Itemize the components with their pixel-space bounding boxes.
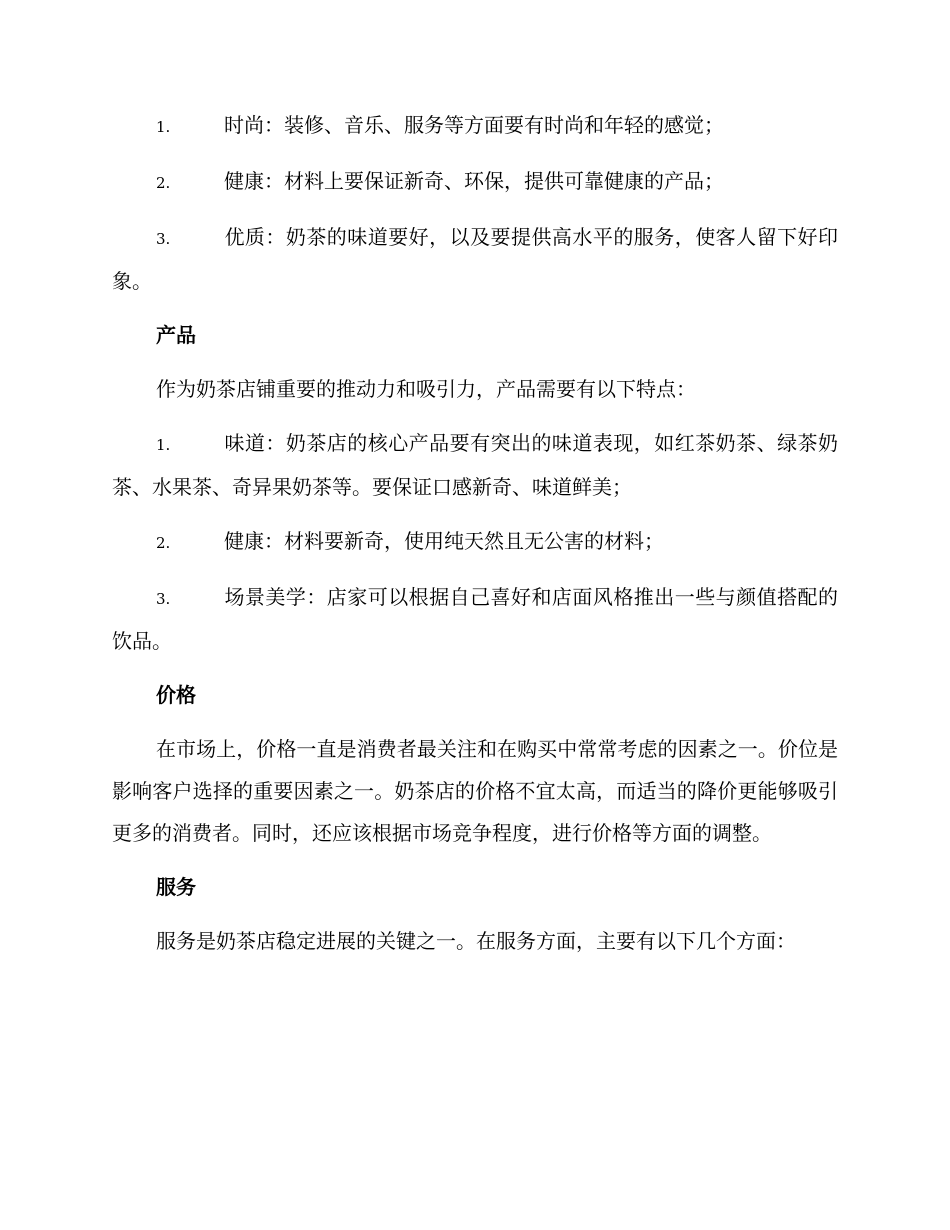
list-number: 3.	[156, 590, 171, 608]
list-item	[112, 104, 838, 148]
list-number: 1.	[156, 436, 171, 454]
list-number: 1.	[156, 118, 171, 136]
list-item	[112, 520, 838, 564]
service-paragraph: 服务是奶茶店稳定进展的关键之一。在服务方面，主要有以下几个方面：	[156, 929, 796, 953]
list-item	[112, 422, 838, 508]
section-heading-price: 价格	[156, 683, 196, 707]
list-text: 优质：奶茶的味道要好，以及要提供高水平的服务，使客人留下好印象。	[112, 225, 838, 293]
list-text: 健康：材料要新奇，使用纯天然且无公害的材料；	[224, 529, 664, 553]
document-page	[112, 104, 838, 974]
list-text: 场景美学：店家可以根据自己喜好和店面风格推出一些与颜值搭配的饮品。	[112, 585, 838, 653]
list-item	[112, 160, 838, 204]
list-number: 3.	[156, 230, 171, 248]
list-text: 健康：材料上要保证新奇、环保，提供可靠健康的产品；	[224, 169, 724, 193]
list-text: 味道：奶茶店的核心产品要有突出的味道表现，如红茶奶茶、绿茶奶茶、水果茶、奇异果奶茶等。要保证口感新奇、味道鲜美；	[112, 431, 838, 499]
list-text: 时尚：装修、音乐、服务等方面要有时尚和年轻的感觉；	[224, 113, 724, 137]
list-number: 2.	[156, 174, 171, 192]
list-item	[112, 576, 838, 662]
product-intro: 作为奶茶店铺重要的推动力和吸引力，产品需要有以下特点：	[156, 377, 696, 401]
section-heading-service: 服务	[156, 875, 196, 899]
list-item	[112, 216, 838, 302]
price-paragraph: 在市场上，价格一直是消费者最关注和在购买中常常考虑的因素之一。价位是影响客户选择的重要因素之一。奶茶店的价格不宜太高，而适当的降价更能够吸引更多的消费者。同时，还应该根据市场竞争程度，进行价格等方面的调整。	[112, 737, 838, 845]
list-number: 2.	[156, 534, 171, 552]
section-heading-product: 产品	[156, 323, 196, 347]
